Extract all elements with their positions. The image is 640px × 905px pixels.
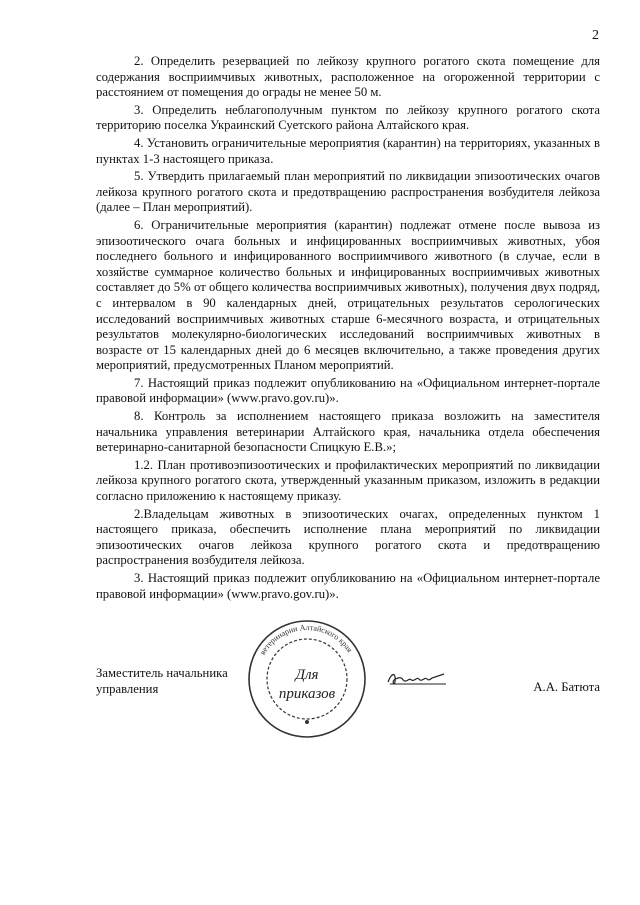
handwritten-signature-icon [386, 668, 448, 688]
page-number: 2 [592, 28, 599, 43]
signature-block [96, 622, 600, 746]
paragraph: 4. Установить ограничительные мероприятия (карантин) на территориях, указанных в пунктах 1-3 настоящего приказа. [96, 135, 600, 166]
paragraph: 8. Контроль за исполнением настоящего приказа возложить на заместителя начальника управления ветеринарии Алтайского края, начальника отдела обеспечения ветеринарно-санитарной безопасности Спицкую Е.В.»; [96, 409, 600, 455]
signatory-name: А.А. Батюта [533, 680, 600, 694]
paragraph: 2.Владельцам животных в эпизоотических очагах, определенных пунктом 1 настоящего приказа, обеспечить исполнение плана мероприятий по ликвидации эпизоотических очагов лейкоза крупного рогатого скота и предотвращению распространения возбудителя лейкоза. [96, 506, 600, 568]
stamp-label: Для приказов [278, 667, 336, 702]
paragraph: 2. Определить резервацией по лейкозу крупного рогатого скота помещение для содержания восприимчивых животных, расположенное на огороженной территории с расстоянием от помещения до ограды не менее 50 м. [96, 54, 600, 100]
document-body [96, 54, 600, 604]
paragraph: 6. Ограничительные мероприятия (карантин) подлежат отмене после вывоза из эпизоотического очага больных и инфицированных восприимчивых животных, убоя последнего больного и инфицированного восприимчивого животного (в случае, если в хозяйстве суммарное количество больных и инфицированных восприимчивых животных составляет до 5% от общего количества восприимчивых животных), получения двух подряд, с интервалом в 90 календарных дней, отрицательных результатов серологических исследований восприимчивых животных старше 6-месячного возраста, и отрицательных результатов молекулярно-биологических исследований восприимчивых животных в возрасте от 15 календарных дней до 6 месяцев включительно, а также проведения других мероприятий, предусмотренных Планом мероприятий. [96, 217, 600, 373]
stamp-ring-text: ветеринарии Алтайского края [258, 622, 355, 657]
svg-text:ветеринарии Алтайского края [258, 623, 354, 656]
paragraph: 1.2. План противоэпизоотических и профилактических мероприятий по ликвидации лейкоза крупного рогатого скота, утвержденный указанным приказом, изложить в редакции согласно приложению к настоящему приказу. [96, 457, 600, 504]
paragraph: 3. Определить неблагополучным пунктом по лейкозу крупного рогатого скота территорию поселка Украинский Суетского района Алтайского края. [96, 102, 600, 133]
paragraph: 3. Настоящий приказ подлежит опубликованию на «Официальном интернет-портале правовой информации» (www.pravo.gov.ru)». [96, 571, 600, 601]
paragraph: 5. Утвердить прилагаемый план мероприятий по ликвидации эпизоотических очагов лейкоза крупного рогатого скота и предотвращению распространения возбудителя лейкоза (далее – План мероприятий). [96, 169, 600, 215]
signatory-position: Заместитель начальника управления [96, 666, 228, 696]
paragraph: 7. Настоящий приказ подлежит опубликованию на «Официальном интернет-портале правовой информации» (www.pravo.gov.ru)». [96, 375, 600, 406]
